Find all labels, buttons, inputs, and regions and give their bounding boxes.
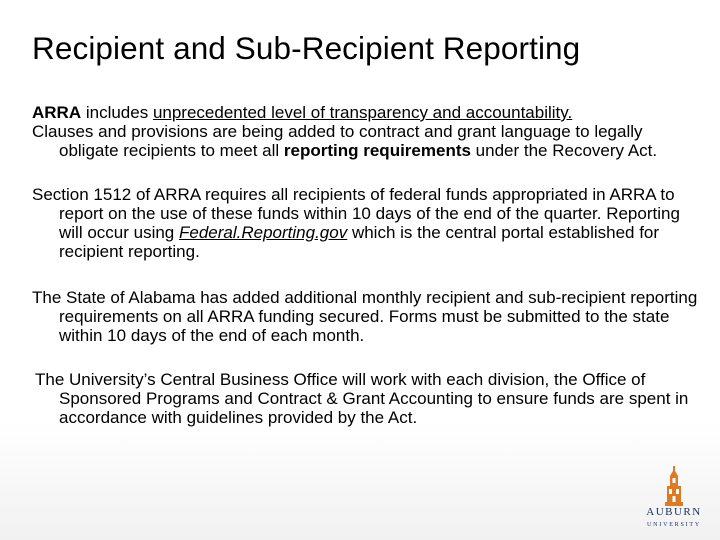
p3-text-a: Section 1512 of ARRA requires all recipients of federal funds appropriated in ARRA to report on the use of these funds within 10 days of the end of the quarter. Reporting will occur using <box>32 185 680 242</box>
paragraph-central-business-office: The University’s Central Business Office will work with each division, the Office of Sponsored Programs and Contract & Grant Accounting to ensure funds are spent in accordance with guidelines provided by the Act. <box>35 370 689 427</box>
p2-text-a: Clauses and provisions are being added to contract and grant language to legally obligate recipients to meet all <box>32 122 643 160</box>
auburn-wordmark: AUBURN <box>646 506 702 518</box>
tower-icon <box>664 466 684 506</box>
university-wordmark: UNIVERSITY <box>647 522 701 528</box>
auburn-logo <box>638 466 710 532</box>
paragraph-clauses <box>32 122 700 160</box>
paragraph-section-1512 <box>32 185 700 261</box>
p1-text: includes <box>81 103 153 122</box>
paragraph-state-of-alabama: The State of Alabama has added additional monthly recipient and sub-recipient reporting requirements on all ARRA funding secured. Forms must be submitted to the state within 10 days of the end of each month. <box>32 288 698 345</box>
federal-reporting-link[interactable]: Federal.Reporting.gov <box>179 223 348 242</box>
transparency-phrase: unprecedented level of transparency and accountability. <box>152 103 573 122</box>
p3-text-b: which is the central portal established for recipient reporting. <box>59 223 660 261</box>
arra-label: ARRA <box>32 103 82 122</box>
slide-content <box>32 103 700 427</box>
p2-text-b: under the Recovery Act. <box>470 141 658 160</box>
slide-title: Recipient and Sub-Recipient Reporting <box>32 30 581 66</box>
reporting-requirements-label: reporting requirements <box>283 141 471 160</box>
paragraph-arra-transparency <box>32 103 700 122</box>
